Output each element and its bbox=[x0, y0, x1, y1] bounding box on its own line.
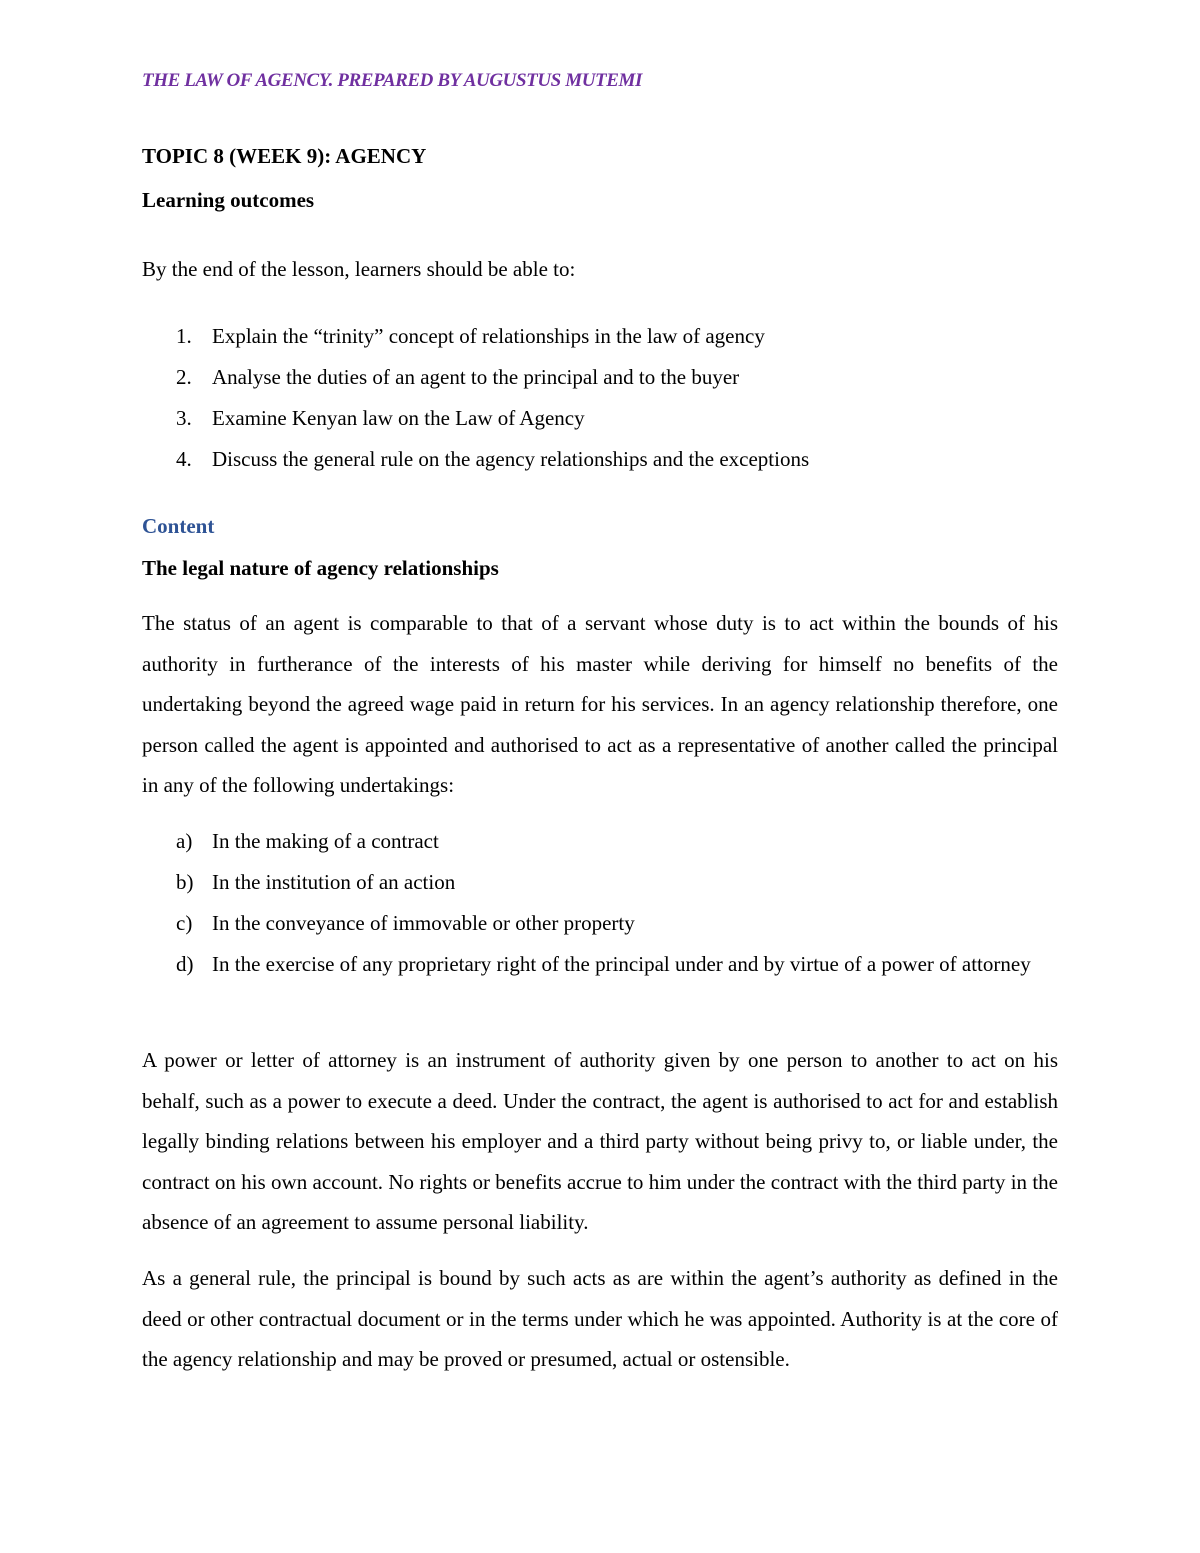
list-item-text: Analyse the duties of an agent to the principal and to the buyer bbox=[212, 365, 740, 389]
paragraph-agency-status: The status of an agent is comparable to that of a servant whose duty is to act within the bounds of his authority in furtherance of the interests of his master while deriving for himself no benefits of the undertaking beyond the agreed wage paid in return for his services. In an agency relationship therefore, one person called the agent is appointed and authorised to act as a representative of another called the principal in any of the following undertakings: bbox=[142, 611, 1058, 798]
list-item bbox=[142, 903, 1058, 943]
list-item bbox=[142, 821, 1058, 861]
page-header: THE LAW OF AGENCY. PREPARED BY AUGUSTUS MUTEMI bbox=[142, 70, 642, 91]
topic-title: TOPIC 8 (WEEK 9): AGENCY bbox=[142, 144, 427, 168]
list-item-text: Examine Kenyan law on the Law of Agency bbox=[212, 406, 585, 430]
list-item-text: In the making of a contract bbox=[212, 829, 439, 853]
list-item-text: Discuss the general rule on the agency relationships and the exceptions bbox=[212, 447, 810, 471]
learning-outcomes-heading: Learning outcomes bbox=[142, 188, 315, 212]
list-item bbox=[142, 944, 1058, 984]
list-item-text: In the institution of an action bbox=[212, 870, 456, 894]
content-heading: Content bbox=[142, 514, 215, 538]
list-item-text: In the conveyance of immovable or other property bbox=[212, 911, 635, 935]
list-item-label: d) bbox=[176, 952, 194, 976]
section-subheading: The legal nature of agency relationships bbox=[142, 556, 499, 580]
list-item-number: 2. bbox=[176, 365, 192, 389]
list-item-text: Explain the “trinity” concept of relationships in the law of agency bbox=[212, 324, 765, 348]
paragraph-general-rule: As a general rule, the principal is bound by such acts as are within the agent’s authority as defined in the deed or other contractual document or in the terms under which he was appointed. Authority is at the core of the agency relationship and may be proved or presumed, actual or ostensible. bbox=[142, 1266, 1058, 1372]
learning-outcomes-intro: By the end of the lesson, learners should be able to: bbox=[142, 257, 576, 281]
list-item-number: 4. bbox=[176, 447, 192, 471]
list-item-number: 1. bbox=[176, 324, 192, 348]
list-item-number: 3. bbox=[176, 406, 192, 430]
list-item bbox=[142, 862, 1058, 902]
list-item-text: In the exercise of any proprietary right of the principal under and by virtue of a power of attorney bbox=[212, 952, 1031, 976]
list-item-label: b) bbox=[176, 870, 194, 894]
list-item-label: a) bbox=[176, 829, 193, 853]
list-item-label: c) bbox=[176, 911, 193, 935]
paragraph-power-of-attorney: A power or letter of attorney is an instrument of authority given by one person to another to act on his behalf, such as a power to execute a deed. Under the contract, the agent is authorised to act for and establish legally binding relations between his employer and a third party without being privy to, or liable under, the contract on his own account. No rights or benefits accrue to him under the contract with the third party in the absence of an agreement to assume personal liability. bbox=[142, 1048, 1058, 1235]
